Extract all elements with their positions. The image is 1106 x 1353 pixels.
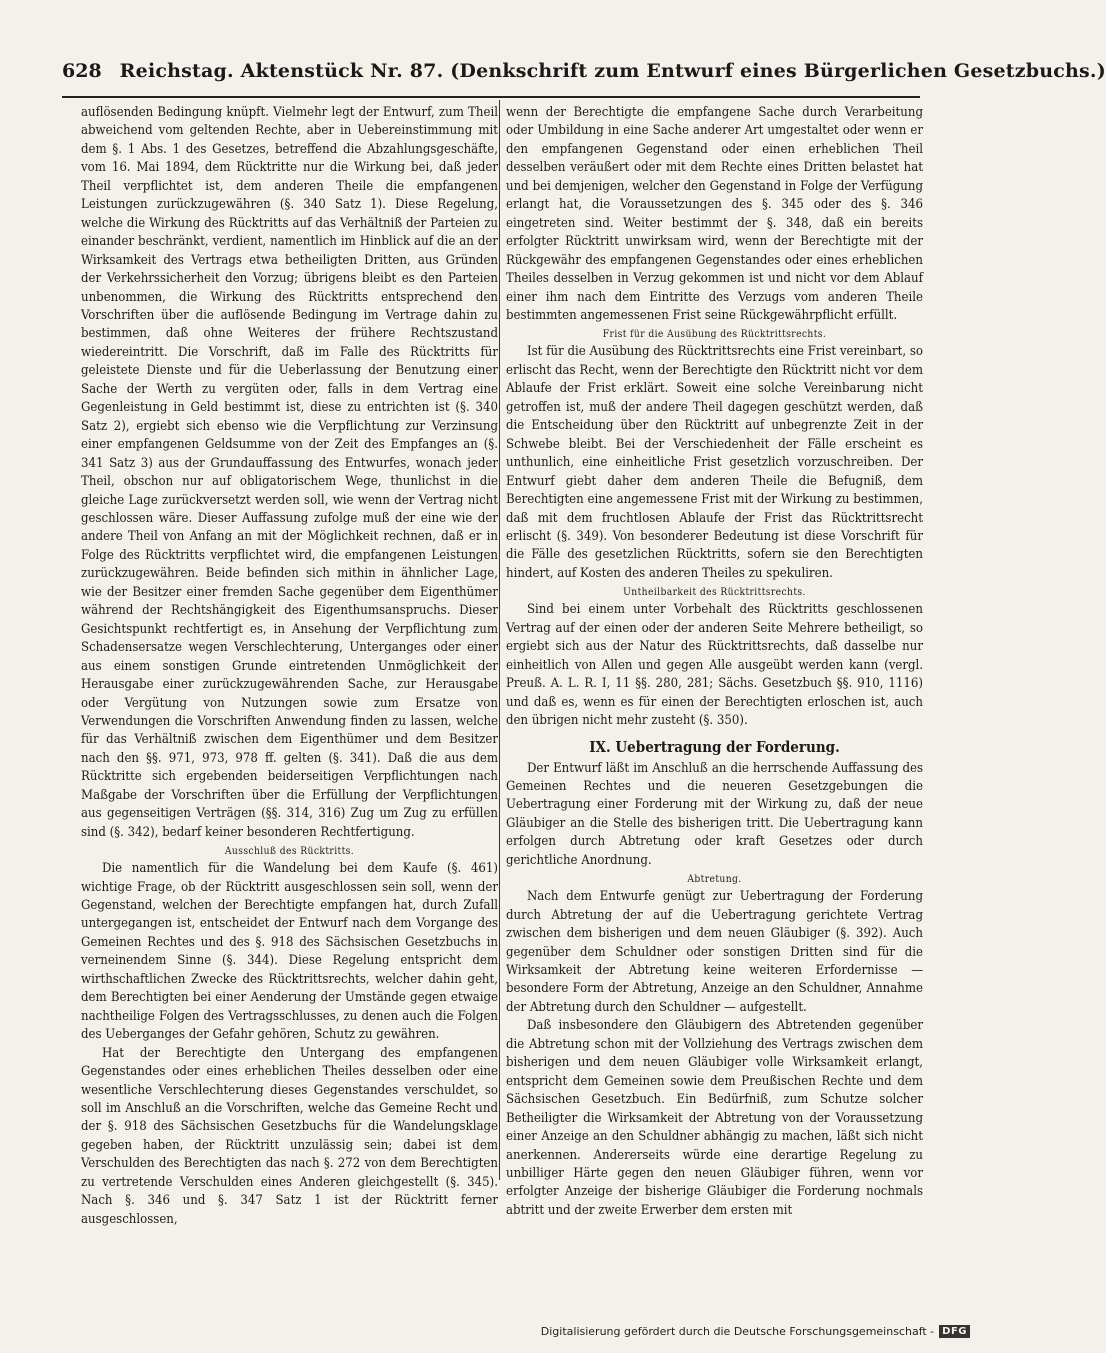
left-subheading-1: Ausschluß des Rücktritts. bbox=[224, 846, 355, 858]
left-paragraph-2: Die namentlich für die Wandelung bei dem Kaufe (§. 461) wichtige Frage, ob der Rücktritt ausgeschlossen sein soll, wenn der Gegenstand, welchen der Berechtigte empfangen hat, durch Zufall untergegangen ist, entscheidet der Entwurf nach dem Vorgange des Gemeinen Rechtes und des §. 918 des Sächsischen Gesetzbuchs in verneinendem Sinne (§. 344). Diese Regelung entspricht dem wirthschaftlichen Zwecke des Rücktrittsrechts, welcher dahin geht, dem Berechtigten bei einer Aenderung der Umstände gegen etwaige nachtheilige Folgen des Vertragsschlusses, zu denen auch die Folgen des Ueberganges der Gefahr gehören, Schutz zu gewähren. bbox=[81, 861, 498, 1043]
right-paragraph-3: Sind bei einem unter Vorbehalt des Rücktritts geschlossenen Vertrag auf der einen oder der anderen Seite Mehrere betheiligt, so ergiebt sich aus der Natur des Rücktrittsrechts, daß dasselbe nur einheitlich von Allen und gegen Alle ausgeübt werden kann (vergl. Preuß. A. L. R. I, 11 §§. 280, 281; Sächs. Gesetzbuch §§. 910, 1116) und daß es, wenn es für einen der Berechtigten erloschen ist, auch den übrigen nicht mehr zusteht (§. 350). bbox=[506, 602, 923, 729]
dfg-logo: DFG bbox=[939, 1325, 970, 1338]
digitization-footer bbox=[541, 1325, 970, 1338]
running-title: Reichstag. Aktenstück Nr. 87. (Denkschrift zum Entwurf eines Bürgerlichen Gesetzbuchs.) bbox=[119, 60, 1106, 82]
right-subheading-3: Abtretung. bbox=[687, 874, 742, 886]
left-column bbox=[81, 104, 498, 1229]
right-paragraph-4: Der Entwurf läßt im Anschluß an die herrschende Auffassung des Gemeinen Rechtes und die neueren Gesetzgebungen die Uebertragung einer Forderung mit der Wirkung zu, daß der neue Gläubiger an die Stelle des bisherigen tritt. Die Uebertragung kann erfolgen durch Abtretung oder kraft Gesetzes oder durch gerichtliche Anordnung. bbox=[506, 760, 923, 868]
footer-text: Digitalisierung gefördert durch die Deutsche Forschungsgemeinschaft - bbox=[540, 1325, 935, 1338]
right-paragraph-1: wenn der Berechtigte die empfangene Sache durch Verarbeitung oder Umbildung in eine Sache anderer Art umgestaltet oder wenn er den empfangenen Gegenstand oder einen erheblichen Theil desselben veräußert oder mit dem Rechte eines Dritten belastet hat und bei demjenigen, welcher den Gegenstand in Folge der Verfügung erlangt hat, die Voraussetzungen des §. 345 oder des §. 346 eingetreten sind. Weiter bestimmt der §. 348, daß ein bereits erfolgter Rücktritt unwirksam wird, wenn der Berechtigte mit der Rückgewähr des empfangenen Gegenstandes oder eines erheblichen Theiles desselben in Verzug gekommen ist und nicht vor dem Ablauf einer ihm nach dem Eintritte des Verzugs vom anderen Theile bestimmten angemessenen Frist seine Rückgewährpflicht erfüllt. bbox=[506, 105, 923, 323]
column-divider bbox=[499, 100, 500, 1180]
page-header bbox=[62, 60, 1106, 88]
left-paragraph-3: Hat der Berechtigte den Untergang des empfangenen Gegenstandes oder eines erheblichen Theiles desselben oder eine wesentliche Verschlechterung dieses Gegenstandes verschuldet, so soll im Anschluß an die Vorschriften, welche das Gemeine Recht und der §. 918 des Sächsischen Gesetzbuchs für die Wandelungsklage gegeben haben, der Rücktritt unzulässig sein; dabei ist dem Verschulden des Berechtigten das nach §. 272 von dem Berechtigten zu vertretende Verschulden eines Anderen gleichgestellt (§. 345). Nach §. 346 und §. 347 Satz 1 ist der Rücktritt ferner ausgeschlossen, bbox=[81, 1045, 498, 1227]
left-paragraph-1: auflösenden Bedingung knüpft. Vielmehr legt der Entwurf, zum Theil abweichend vom geltenden Rechte, aber in Uebereinstimmung mit dem §. 1 Abs. 1 des Gesetzes, betreffend die Abzahlungsgeschäfte, vom 16. Mai 1894, dem Rücktritte nur die Wirkung bei, daß jeder Theil verpflichtet ist, dem anderen Theile die empfangenen Leistungen zurückzugewähren (§. 340 Satz 1). Diese Regelung, welche die Wirkung des Rücktritts auf das Verhältniß der Parteien zu einander beschränkt, verdient, namentlich im Hinblick auf die an der Wirksamkeit des Vertrags etwa betheiligten Dritten, aus Gründen der Verkehrssicherheit den Vorzug; übrigens bleibt es den Parteien unbenommen, die Wirkung des Rücktritts entsprechend den Vorschriften über die auflösende Bedingung im Vertrage dahin zu bestimmen, daß ohne Weiteres der frühere Rechtszustand wiedereintritt. Die Vorschrift, daß im Falle des Rücktritts für geleistete Dienste und für die Ueberlassung der Benutzung einer Sache der Werth zu vergüten oder, falls in dem Vertrag eine Gegenleistung in Geld bestimmt ist, diese zu entrichten ist (§. 340 Satz 2), ergiebt sich ebenso wie die Verpflichtung zur Verzinsung einer empfangenen Geldsumme von der Zeit des Empfanges an (§. 341 Satz 3) aus der Grundauffassung des Entwurfes, wonach jeder Theil, obschon nur auf obligatorischem Wege, thunlichst in die gleiche Lage zurückversetzt werden soll, wie wenn der Vertrag nicht geschlossen wäre. Dieser Auffassung zufolge muß der eine wie der andere Theil von Anfang an mit der Möglichkeit rechnen, daß er in Folge des Rücktritts verpflichtet wird, die empfangenen Leistungen zurückzugewähren. Beide befinden sich mithin in ähnlicher Lage, wie der Besitzer einer fremden Sache gegenüber dem Eigenthümer während der Rechtshängigkeit des Eigenthumsanspruchs. Dieser Gesichtspunkt rechtfertigt es, in Ansehung der Verpflichtung zum Schadensersatze wegen Verschlechterung, Unterganges oder einer aus einem sonstigen Grunde eintretenden Unmöglichkeit der Herausgabe einer zurückzugewährenden Sache, zur Herausgabe oder Vergütung von Nutzungen sowie zum Ersatze von Verwendungen die Vorschriften Anwendung finden zu lassen, welche für das Verhältniß zwischen dem Eigenthümer und dem Besitzer nach den §§. 971, 973, 978 ff. gelten (§. 341). Daß die aus dem Rücktritte sich ergebenden beiderseitigen Verpflichtungen nach Maßgabe der Vorschriften über die Erfüllung der Verpflichtungen aus gegenseitigen Verträgen (§§. 314, 316) Zug um Zug zu erfüllen sind (§. 342), bedarf keiner besonderen Rechtfertigung. bbox=[81, 105, 498, 840]
right-paragraph-6: Daß insbesondere den Gläubigern des Abtretenden gegenüber die Abtretung schon mit der Vollziehung des Vertrags zwischen dem bisherigen und dem neuen Gläubiger volle Wirksamkeit erlangt, entspricht dem Gemeinen sowie dem Preußischen Rechte und dem Sächsischen Gesetzbuch. Ein Bedürfniß, zum Schutze solcher Betheiligter die Wirksamkeit der Abtretung von der Voraussetzung einer Anzeige an den Schuldner abhängig zu machen, läßt sich nicht anerkennen. Andererseits würde eine derartige Regelung zu unbilliger Härte gegen den neuen Gläubiger führen, wenn vor erfolgter Anzeige der bisherige Gläubiger die Forderung nochmals abtritt und der zweite Erwerber dem ersten mit bbox=[506, 1018, 923, 1218]
page-number: 628 bbox=[62, 60, 102, 82]
right-paragraph-2: Ist für die Ausübung des Rücktrittsrechts eine Frist vereinbart, so erlischt das Recht, wenn der Berechtigte den Rücktritt nicht vor dem Ablaufe der Frist erklärt. Soweit eine solche Vereinbarung nicht getroffen ist, muß der andere Theil dagegen geschützt werden, daß die Entscheidung über den Rücktritt auf unbegrenzte Zeit in der Schwebe bleibt. Bei der Verschiedenheit der Fälle erscheint es unthunlich, eine einheitliche Frist gesetzlich vorzuschreiben. Der Entwurf giebt daher dem anderen Theile die Befugniß, dem Berechtigten eine angemessene Frist mit der Wirkung zu bestimmen, daß mit dem fruchtlosen Ablaufe der Frist das Rücktrittsrecht erlischt (§. 349). Von besonderer Bedeutung ist diese Vorschrift für die Fälle des gesetzlichen Rücktritts, sofern sie den Berechtigten hindert, auf Kosten des anderen Theiles zu spekuliren. bbox=[506, 344, 923, 581]
right-column bbox=[506, 104, 923, 1220]
header-rule bbox=[62, 96, 920, 98]
section-heading: IX. Uebertragung der Forderung. bbox=[589, 737, 840, 756]
right-paragraph-5: Nach dem Entwurfe genügt zur Uebertragung der Forderung durch Abtretung der auf die Uebertragung gerichtete Vertrag zwischen dem bisherigen und dem neuen Gläubiger (§. 392). Auch gegenüber dem Schuldner oder sonstigen Dritten sind für die Wirksamkeit der Abtretung keine weiteren Erfordernisse — besondere Form der Abtretung, Anzeige an den Schuldner, Annahme der Abtretung durch den Schuldner — aufgestellt. bbox=[506, 889, 923, 1015]
right-subheading-2: Untheilbarkeit des Rücktrittsrechts. bbox=[623, 587, 806, 599]
right-subheading-1: Frist für die Ausübung des Rücktrittsrechts. bbox=[602, 329, 827, 341]
